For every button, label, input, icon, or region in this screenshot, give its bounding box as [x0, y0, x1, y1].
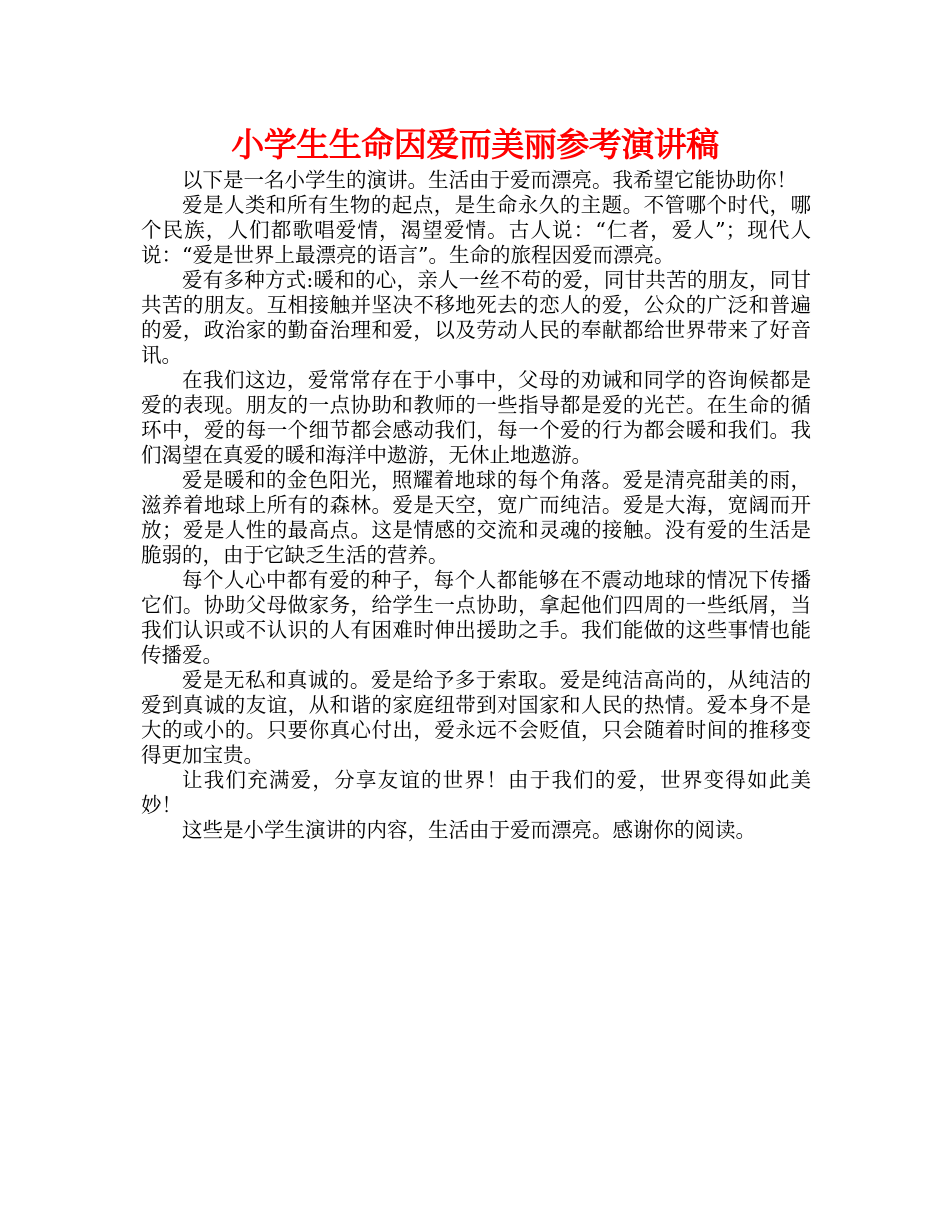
paragraph-5: 爱是暖和的金色阳光，照耀着地球的每个角落。爱是清亮甜美的雨，滋养着地球上所有的森林。爱是天空，宽广而纯洁。爱是大海，宽阔而开放；爱是人性的最高点。这是情感的交流和灵魂的接触。没有爱的生活是脆弱的，由于它缺乏生活的营养。: [141, 468, 811, 567]
paragraph-1: 以下是一名小学生的演讲。生活由于爱而漂亮。我希望它能协助你！: [182, 168, 797, 192]
paragraph-8: 让我们充满爱，分享友谊的世界！由于我们的爱，世界变得如此美妙！: [141, 768, 811, 817]
paragraph-4: 在我们这边，爱常常存在于小事中，父母的劝诫和同学的咨询候都是爱的表现。朋友的一点协助和教师的一些指导都是爱的光芒。在生命的循环中，爱的每一个细节都会感动我们，每一个爱的行为都会暖和我们。我们渴望在真爱的暖和海洋中遨游，无休止地遨游。: [141, 368, 811, 467]
paragraph-3: 爱有多种方式:暖和的心，亲人一丝不苟的爱，同甘共苦的朋友，同甘共苦的朋友。互相接触并坚决不移地死去的恋人的爱，公众的广泛和普遍的爱，政治家的勤奋治理和爱，以及劳动人民的奉献都给世界带来了好音讯。: [141, 268, 811, 367]
paragraph-2: 爱是人类和所有生物的起点，是生命永久的主题。不管哪个时代，哪个民族，人们都歌唱爱情，渴望爱情。古人说：“仁者，爱人”；现代人说：“爱是世界上最漂亮的语言”。生命的旅程因爱而漂亮。: [141, 193, 811, 267]
paragraph-7: 爱是无私和真诚的。爱是给予多于索取。爱是纯洁高尚的，从纯洁的爱到真诚的友谊，从和谐的家庭纽带到对国家和人民的热情。爱本身不是大的或小的。只要你真心付出，爱永远不会贬值，只会随着时间的推移变得更加宝贵。: [141, 668, 811, 767]
paragraph-9: 这些是小学生演讲的内容，生活由于爱而漂亮。感谢你的阅读。: [182, 818, 756, 842]
paragraph-6: 每个人心中都有爱的种子，每个人都能够在不震动地球的情况下传播它们。协助父母做家务，给学生一点协助，拿起他们四周的一些纸屑，当我们认识或不认识的人有困难时伸出援助之手。我们能做的这些事情也能传播爱。: [141, 568, 811, 667]
document-title: 小学生生命因爱而美丽参考演讲稿: [231, 125, 719, 164]
document-body: [141, 168, 811, 843]
